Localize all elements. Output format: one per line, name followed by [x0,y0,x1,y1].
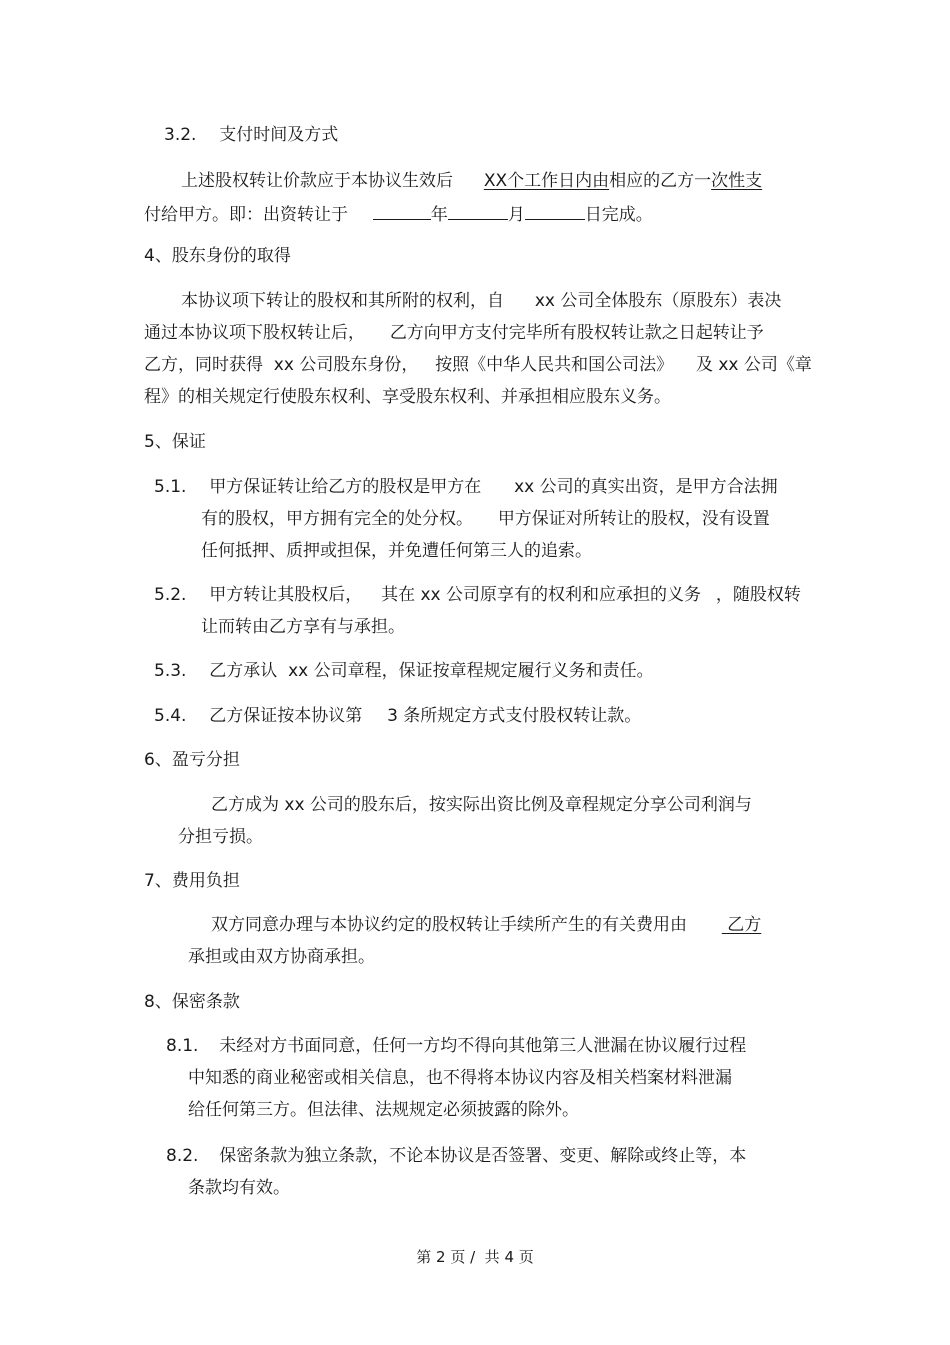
year-blank[interactable] [373,203,431,220]
clause-5-3: 5.3. 乙方承认 xx 公司章程，保证按章程规定履行义务和责任。 [154,661,654,681]
section-4-line-2: 通过本协议项下股权转让后， 乙方向甲方支付完毕所有股权转让款之日起转让予 [144,323,764,343]
section-6-heading: 6、盈亏分担 [144,750,240,770]
section-8-heading: 8、保密条款 [144,992,240,1012]
section-4-heading: 4、股东身份的取得 [144,246,291,266]
section-3-2-heading [164,124,338,146]
section-4-line-3: 乙方，同时获得 xx 公司股东身份， 按照《中华人民共和国公司法》 及 xx 公司《章 [144,355,812,375]
page-footer [0,1246,950,1267]
clause-8-1-line-3: 给任何第三方。但法律、法规规定必须披露的除外。 [188,1100,579,1120]
day-blank[interactable] [525,203,585,220]
clause-number: 5.3. [154,661,187,681]
clause-8-1-line-2: 中知悉的商业秘密或相关信息，也不得将本协议内容及相关档案材料泄漏 [188,1068,732,1088]
clause-5-2-line-2: 让而转由乙方享有与承担。 [201,617,405,637]
clause-number: 5.1. [154,477,187,497]
lump-sum-text: 次性支 [711,171,763,191]
clause-5-1-line-3: 任何抵押、质押或担保，并免遭任何第三人的追索。 [201,541,592,561]
clause-5-1-line-1: 5.1. 甲方保证转让给乙方的股权是甲方在 xx 公司的真实出资，是甲方合法拥 [154,477,778,497]
clause-number: 8.2. [166,1146,199,1166]
clause-number: 5.4. [154,706,187,726]
section-7-line-1: 双方同意办理与本协议约定的股权转让手续所产生的有关费用由 乙方 [211,915,762,935]
clause-5-2-line-1: 5.2. 甲方转让其股权后， 其在 xx 公司原享有的权利和应承担的义务 ，随股权转 [154,585,801,605]
section-5-heading: 5、保证 [144,432,206,452]
page-number: 第 2 页 / 共 4 页 [416,1248,534,1266]
section-7-heading: 7、费用负担 [144,871,240,891]
workday-count: XX个工作日内由 [483,171,610,191]
clause-5-1-line-2: 有的股权，甲方拥有完全的处分权。 甲方保证对所转让的股权，没有设置 [201,509,770,529]
clause-title: 支付时间及方式 [219,125,339,145]
fee-bearer: 乙方 [721,915,762,935]
clause-8-1-line-1: 8.1. 未经对方书面同意，任何一方均不得向其他第三人泄漏在协议履行过程 [166,1036,747,1056]
clause-8-2-line-2: 条款均有效。 [188,1178,290,1198]
section-6-line-2: 分担亏损。 [178,827,263,847]
clause-number: 3.2. [164,125,197,145]
section-6-line-1: 乙方成为 xx 公司的股东后，按实际出资比例及章程规定分享公司利润与 [211,795,752,815]
section-3-2-line-2: 付给甲方。即：出资转让于 年 月 日完成。 [144,205,653,225]
section-3-2-line-1: 上述股权转让价款应于本协议生效后 XX个工作日内由相应的乙方一次性支 [181,171,763,191]
clause-8-2-line-1: 8.2. 保密条款为独立条款，不论本协议是否签署、变更、解除或终止等，本 [166,1146,747,1166]
section-4-line-4: 程》的相关规定行使股东权利、享受股东权利、并承担相应股东义务。 [144,387,671,407]
section-7-line-2: 承担或由双方协商承担。 [188,947,375,967]
clause-number: 5.2. [154,585,187,605]
clause-number: 8.1. [166,1036,199,1056]
section-4-line-1: 本协议项下转让的股权和其所附的权利，自 xx 公司全体股东（原股东）表决 [181,291,782,311]
clause-5-4: 5.4. 乙方保证按本协议第 3 条所规定方式支付股权转让款。 [154,706,642,726]
month-blank[interactable] [448,203,508,220]
